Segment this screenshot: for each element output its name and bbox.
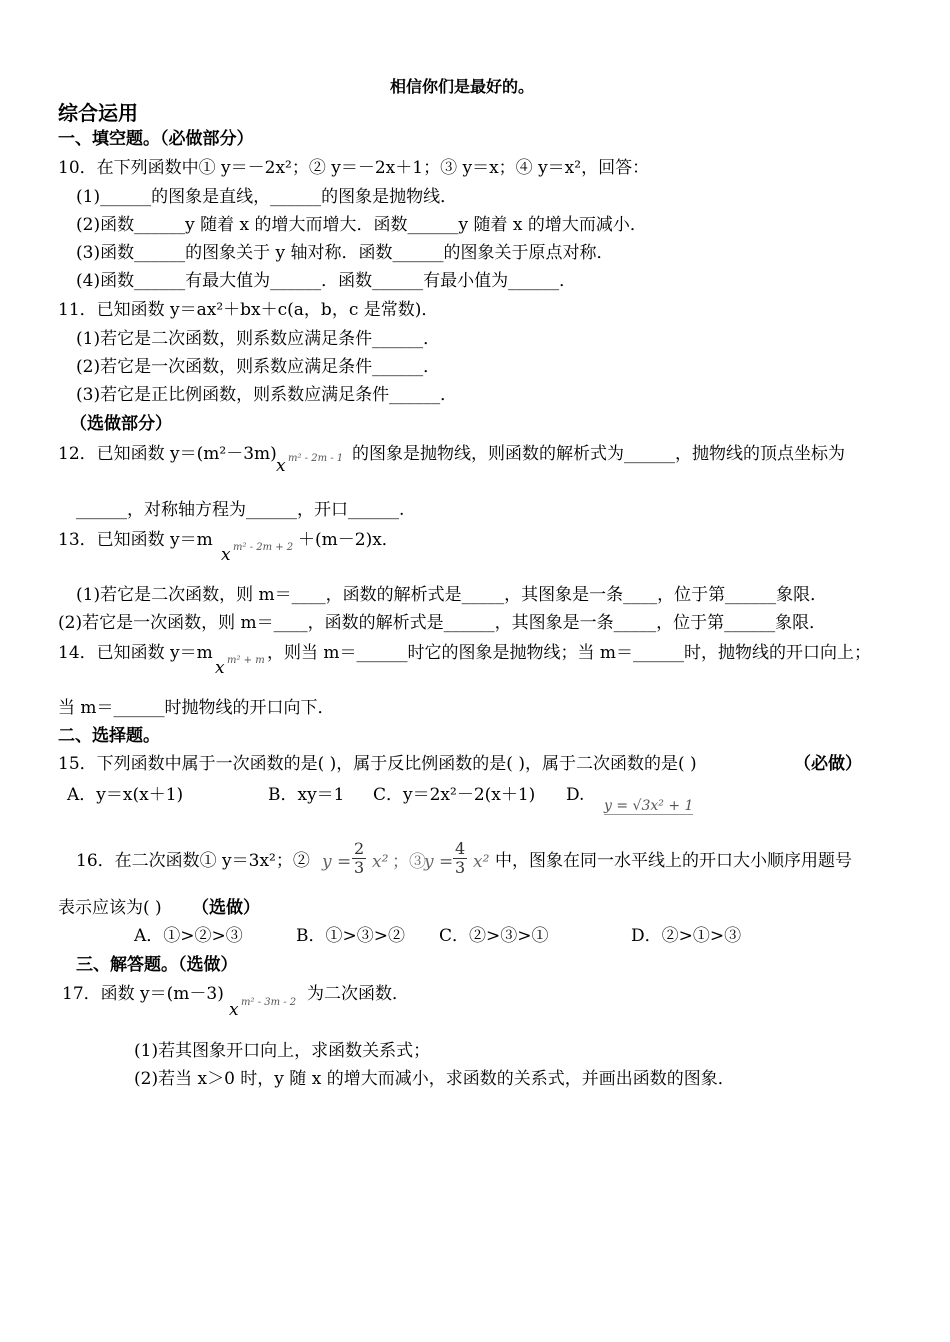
q10-stem: 10．在下列函数中① y＝－2x²；② y＝－2x＋1；③ y＝x；④ y＝x²，回答： <box>58 158 650 178</box>
q15-option-a: A．y＝x(x＋1) <box>67 785 184 805</box>
q13-item-1: (1)若它是二次函数，则 m＝____，函数的解析式是_____，其图象是一条____，位于第______象限． <box>76 585 828 605</box>
q16-stem-b: 中，图象在同一水平线上的开口大小顺序用题号 <box>495 851 852 871</box>
part1-heading: 一、填空题。（必做部分） <box>58 129 254 149</box>
q14-line-2: 当 m＝______时抛物线的开口向下． <box>58 698 335 718</box>
q11-item-1: (1)若它是二次函数，则系数应满足条件______． <box>76 329 441 349</box>
q14-stem-a: 14．已知函数 y＝m <box>58 643 213 663</box>
q17-item-1: (1)若其图象开口向上，求函数关系式； <box>134 1041 431 1061</box>
q16-fraction-3 <box>453 840 467 877</box>
q17-item-2: (2)若当 x＞0 时，y 随 x 的增大而减小，求函数的关系式，并画出函数的图象． <box>134 1069 735 1089</box>
q16-formula-2-rhs: x² <box>372 852 389 872</box>
q11-stem: 11．已知函数 y＝ax²＋bx＋c(a，b，c 是常数)． <box>58 300 439 320</box>
q13-stem-b: ＋(m－2)x． <box>298 530 399 550</box>
q16-option-b: B．①>③>② <box>296 926 405 946</box>
q12-exponent: m² - 2m - 1 <box>288 453 344 464</box>
q13-base-x: x <box>221 545 231 565</box>
q16-fraction-2-numerator: 2 <box>354 839 365 858</box>
q16-line-2: 表示应该为( ) <box>58 898 162 918</box>
q16-stem-a: 16．在二次函数① y＝3x²；② <box>76 851 310 871</box>
q17-stem-b: 为二次函数． <box>307 984 409 1004</box>
q13-item-2: (2)若它是一次函数，则 m＝____，函数的解析式是______，其图象是一条_____，位于第______象限． <box>58 613 827 633</box>
q17-exponent: m² - 3m - 2 <box>241 997 297 1008</box>
part3-heading: 三、解答题。（选做） <box>76 955 238 975</box>
q16-fraction-2 <box>352 840 366 877</box>
q16-formula-3-rhs: x² <box>473 852 490 872</box>
q12-line-2: ______，对称轴方程为______，开口______. <box>76 500 405 520</box>
q12-base-x: x <box>276 456 286 476</box>
q16-formula-2-lhs: y = <box>322 852 352 872</box>
q11-item-2: (2)若它是一次函数，则系数应满足条件______． <box>76 357 441 377</box>
q13-stem-a: 13．已知函数 y＝m <box>58 530 213 550</box>
q15-option-b: B．xy＝1 <box>268 785 345 805</box>
q16-formula-3-lhs: y = <box>424 852 454 872</box>
q10-item-1: (1)______的图象是直线，______的图象是抛物线． <box>76 187 458 207</box>
q16-option-c: C．②>③>① <box>439 926 549 946</box>
q17-stem-a: 17．函数 y＝(m－3) <box>62 984 224 1004</box>
q11-item-3: (3)若它是正比例函数，则系数应满足条件______． <box>76 385 458 405</box>
q16-separator: ；③ <box>392 852 426 872</box>
q15-option-d-formula: y = √3x² + 1 <box>604 798 694 814</box>
optional-heading: （选做部分） <box>70 414 172 434</box>
part2-heading: 二、选择题。 <box>58 726 160 746</box>
q12-stem-b: 的图象是抛物线，则函数的解析式为______，抛物线的顶点坐标为 <box>352 444 845 464</box>
q16-fraction-3-numerator: 4 <box>455 839 466 858</box>
q14-base-x: x <box>215 658 225 678</box>
q16-fraction-2-denominator: 3 <box>354 858 365 877</box>
q10-item-3: (3)函数______的图象关于 y 轴对称．函数______的图象关于原点对称． <box>76 243 614 263</box>
page-title: 相信你们是最好的。 <box>390 77 535 96</box>
q16-fraction-3-denominator: 3 <box>455 858 466 877</box>
q15-option-d: D. <box>566 785 585 805</box>
q12-stem-a: 12．已知函数 y＝(m²－3m) <box>58 444 277 464</box>
q10-item-2: (2)函数______y 随着 x 的增大而增大．函数______y 随着 x 的增大而减小． <box>76 215 647 235</box>
q10-item-4: (4)函数______有最大值为______．函数______有最小值为______． <box>76 271 577 291</box>
q17-base-x: x <box>229 1000 239 1020</box>
q15-tag: （必做） <box>794 754 862 774</box>
q13-exponent: m² - 2m + 2 <box>233 542 294 553</box>
q14-exponent: m² + m <box>227 655 265 666</box>
q16-option-d: D．②>①>③ <box>631 926 742 946</box>
q14-stem-b: ，则当 m＝______时它的图象是抛物线；当 m＝______时，抛物线的开口向上； <box>267 643 872 663</box>
q16-tag: （选做） <box>192 898 260 918</box>
section-heading: 综合运用 <box>58 101 138 125</box>
q15-option-c: C．y＝2x²－2(x＋1) <box>373 785 536 805</box>
q16-option-a: A．①>②>③ <box>134 926 243 946</box>
q15-stem: 15．下列函数中属于一次函数的是( )，属于反比例函数的是( )，属于二次函数的是( ) <box>58 754 697 774</box>
